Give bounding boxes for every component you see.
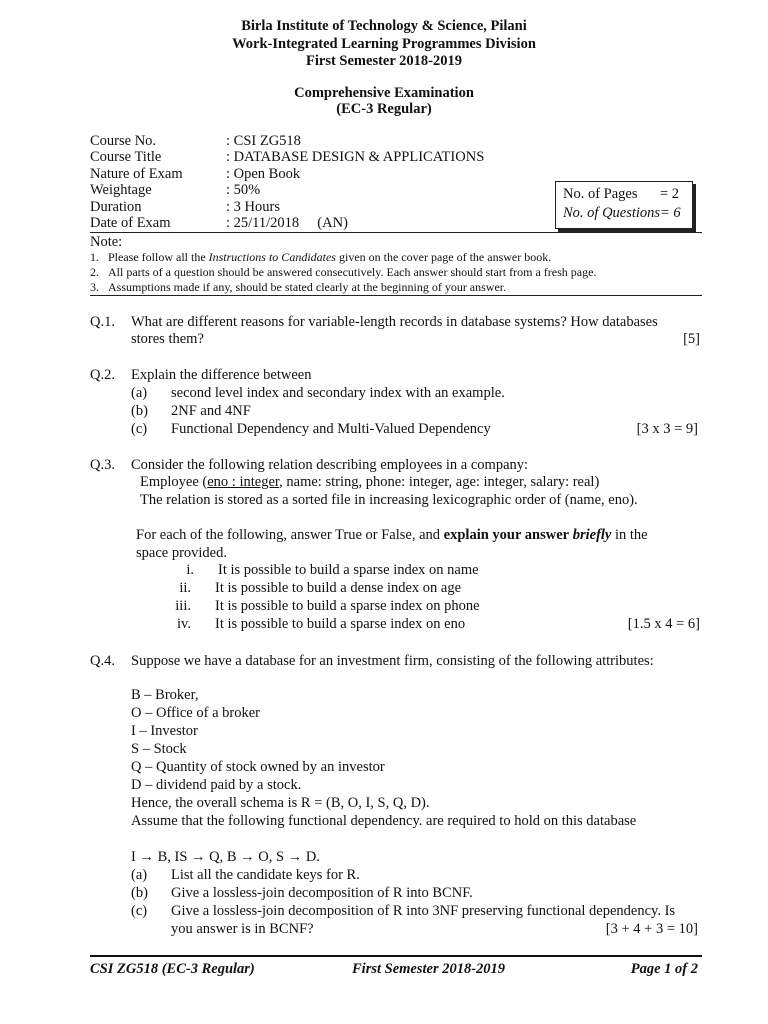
pages-label: No. of Pages <box>563 186 638 202</box>
q3-item-text-2: It is possible to build a dense index on age <box>215 580 462 596</box>
q4-number: Q.4. <box>90 653 115 669</box>
q3-schema-pre: Employee ( <box>140 474 208 490</box>
q4-intro: Suppose we have a database for an investment firm, consisting of the following attributes: <box>131 653 654 669</box>
q2-number: Q.2. <box>90 367 115 383</box>
note-text-1-em: Instructions to Candidates <box>208 250 336 264</box>
q2-part-text-b: 2NF and 4NF <box>171 403 251 419</box>
q4-attr-1: B – Broker, <box>131 687 199 703</box>
note-text-2: All parts of a question should be answered consecutively. Each answer should start from a fresh page. <box>108 265 597 279</box>
detail-value-date: : 25/11/2018 (AN) <box>226 215 348 231</box>
note-num-3: 3. <box>90 280 99 294</box>
note-item-2 <box>90 265 596 280</box>
q1-text-line1: What are different reasons for variable-length records in database systems? How databases <box>131 314 658 330</box>
institute-name: Birla Institute of Technology & Science, Pilani <box>241 18 527 34</box>
q3-item-text-3: It is possible to build a sparse index on phone <box>215 598 480 614</box>
q4-part-text-c: Give a lossless-join decomposition of R into 3NF preserving functional dependency. Is <box>171 903 676 919</box>
detail-label-course-title: Course Title <box>90 149 162 165</box>
note-bottom-rule <box>90 295 702 296</box>
q4-assumption: Assume that the following functional dependency. are required to hold on this database <box>131 813 637 829</box>
footer-page-number: Page 1 of 2 <box>630 961 698 977</box>
detail-value-course-no: : CSI ZG518 <box>226 133 301 149</box>
detail-label-weightage: Weightage <box>90 182 152 198</box>
semester: First Semester 2018-2019 <box>306 53 462 69</box>
q3-item-num-2: ii. <box>179 580 191 596</box>
q1-text-line2: stores them? <box>131 331 204 347</box>
detail-value-duration: : 3 Hours <box>226 199 280 215</box>
q3-item-num-3: iii. <box>175 598 191 614</box>
q2-part-text-a: second level index and secondary index with an example. <box>171 385 505 401</box>
q3-number: Q.3. <box>90 457 115 473</box>
q3-schema-post: , name: string, phone: integer, age: integer, salary: real) <box>279 474 600 490</box>
q4-part-label-a: (a) <box>131 867 148 883</box>
detail-value-course-title: : DATABASE DESIGN & APPLICATIONS <box>226 149 485 165</box>
q4-attr-3: I – Investor <box>131 723 198 739</box>
q4-attr-5: Q – Quantity of stock owned by an investor <box>131 759 385 775</box>
note-top-rule <box>90 232 702 233</box>
note-num-2: 2. <box>90 265 99 279</box>
q4-marks: [3 + 4 + 3 = 10] <box>605 921 698 937</box>
q3-instr-post: in the <box>611 527 648 543</box>
note-title: Note: <box>90 234 123 250</box>
detail-label-nature: Nature of Exam <box>90 166 183 182</box>
q3-item-text-4: It is possible to build a sparse index on eno <box>215 616 466 632</box>
q4-schema: Hence, the overall schema is R = (B, O, I, S, Q, D). <box>131 795 430 811</box>
division-name: Work-Integrated Learning Programmes Division <box>232 36 536 52</box>
q3-item-num-1: i. <box>186 562 194 578</box>
note-text-1-pre: Please follow all the <box>108 250 209 264</box>
q2-marks: [3 x 3 = 9] <box>636 421 698 437</box>
pages-questions-box <box>555 181 693 229</box>
q3-item-text-1: It is possible to build a sparse index on name <box>218 562 479 578</box>
q4-part-text-a: List all the candidate keys for R. <box>171 867 360 883</box>
q3-stored-text: The relation is stored as a sorted file in increasing lexicographic order of (name, eno). <box>140 492 638 508</box>
q4-part-text-c-line2: you answer is in BCNF? <box>171 921 314 937</box>
q1-marks: [5] <box>683 331 700 347</box>
note-item-1 <box>90 250 551 265</box>
q3-intro: Consider the following relation describing employees in a company: <box>131 457 529 473</box>
q4-attr-6: D – dividend paid by a stock. <box>131 777 302 793</box>
pages-value: = 2 <box>660 186 680 202</box>
q4-part-text-b: Give a lossless-join decomposition of R into BCNF. <box>171 885 473 901</box>
exam-type: (EC-3 Regular) <box>336 101 432 117</box>
note-text-1-post: given on the cover page of the answer book. <box>335 250 552 264</box>
detail-label-date: Date of Exam <box>90 215 171 231</box>
note-item-3 <box>90 280 506 295</box>
q3-instr-pre: For each of the following, answer True or False, and <box>136 527 444 543</box>
q4-attr-4: S – Stock <box>131 741 187 757</box>
q3-schema <box>140 474 599 491</box>
q1-number: Q.1. <box>90 314 115 330</box>
note-text-3: Assumptions made if any, should be stated clearly at the beginning of your answer. <box>108 280 507 294</box>
q4-part-label-c: (c) <box>131 903 148 919</box>
q3-marks: [1.5 x 4 = 6] <box>627 616 700 632</box>
footer-rule <box>90 955 702 957</box>
footer-course: CSI ZG518 (EC-3 Regular) <box>90 961 255 977</box>
detail-value-nature: : Open Book <box>226 166 301 182</box>
q3-instr-bolditalic: briefly <box>572 527 612 543</box>
questions-value: = 6 <box>660 205 681 221</box>
q4-functional-dependencies: I → B, IS → Q, B → O, S → D. <box>131 849 320 865</box>
detail-label-duration: Duration <box>90 199 142 215</box>
questions-label: No. of Questions <box>563 205 661 221</box>
q3-instr-line2: space provided. <box>136 545 227 561</box>
detail-label-course-no: Course No. <box>90 133 157 149</box>
detail-value-weightage: : 50% <box>226 182 261 198</box>
q3-schema-key: eno : integer <box>207 474 280 490</box>
footer-semester: First Semester 2018-2019 <box>352 961 506 977</box>
q2-intro: Explain the difference between <box>131 367 312 383</box>
q2-part-text-c: Functional Dependency and Multi-Valued Dependency <box>171 421 491 437</box>
exam-title: Comprehensive Examination <box>294 85 474 101</box>
q3-instr-bold: explain your answer <box>443 527 570 543</box>
q2-part-label-c: (c) <box>131 421 148 437</box>
q3-item-num-4: iv. <box>177 616 191 632</box>
q2-part-label-b: (b) <box>131 403 148 419</box>
q4-part-label-b: (b) <box>131 885 148 901</box>
note-num-1: 1. <box>90 250 99 264</box>
q4-attr-2: O – Office of a broker <box>131 705 260 721</box>
q3-instructions <box>136 527 648 544</box>
q2-part-label-a: (a) <box>131 385 148 401</box>
